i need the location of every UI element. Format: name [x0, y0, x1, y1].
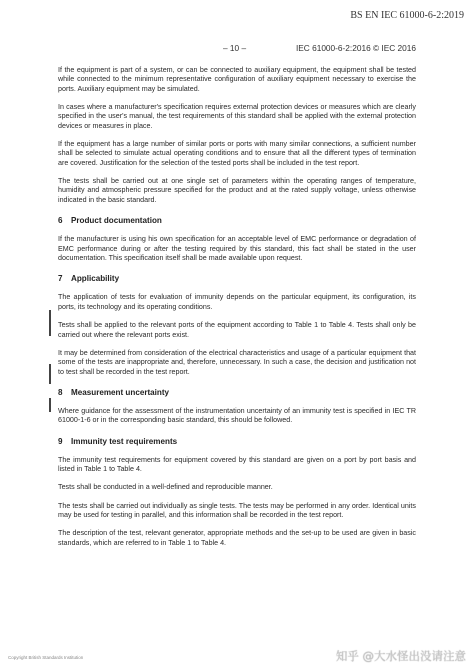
section-heading-8 — [58, 388, 416, 397]
paragraph: It may be determined from consideration of the electrical characteristics and usage of a particular equipment that some of the tests are inappropriate and, therefore, unnecessary. In such a case, the decision and justification not to test shall be recorded in the test report. — [58, 348, 416, 376]
paragraph: If the equipment has a large number of similar ports or ports with many similar connections, a sufficient number shall be selected to simulate actual operating conditions and to ensure that all the different types of termination are covered. Justification for the selection of the tested ports shall be included in the test report. — [58, 140, 416, 167]
paragraph: The description of the test, relevant generator, appropriate methods and the set-up to be used are given in basic standards, which are referred to in Table 1 to Table 4. — [58, 529, 416, 547]
section-number: 9 — [58, 436, 63, 446]
paragraph: The tests shall be carried out at one single set of parameters within the operating ranges of temperature, humidity and atmospheric pressure specified for the product and at the rated supply voltage, unless otherwise indicated in the basic standard. — [58, 177, 416, 204]
section-title: Measurement uncertainty — [71, 387, 170, 397]
document-body — [58, 66, 416, 557]
copyright-footer: Copyright British Standards Institution — [8, 655, 84, 660]
section-heading-7 — [58, 274, 416, 283]
section-heading-9 — [58, 437, 416, 446]
page-number: – 10 – — [223, 43, 247, 53]
section-title: Applicability — [71, 274, 120, 284]
paragraph: Tests shall be applied to the relevant ports of the equipment according to Table 1 to Table 4. Tests shall only be carried out where the relevant ports exist. — [58, 321, 416, 339]
change-bar — [49, 398, 51, 412]
section-title: Immunity test requirements — [71, 436, 178, 446]
paragraph: The tests shall be carried out individually as single tests. The tests may be performed in any order. Identical units may be used for testing in parallel, and this information shall be recorded in the test report. — [58, 501, 416, 519]
section-heading-6 — [58, 216, 416, 225]
section-title: Product documentation — [71, 216, 162, 226]
change-bar — [49, 364, 51, 384]
paragraph: If the manufacturer is using his own specification for an acceptable level of EMC performance or degradation of EMC performance during or after the testing required by this standard, this fact shall be stated in the user documentation. This specification itself shall be made available upon request. — [58, 235, 416, 263]
section-number: 7 — [58, 274, 63, 284]
paragraph: Tests shall be conducted in a well-defined and reproducible manner. — [58, 483, 273, 492]
paragraph: In cases where a manufacturer's specification requires external protection devices or measures which are clearly specified in the user's manual, the test requirements of this standard shall be applied with the external protection devices or measures in place. — [58, 103, 416, 130]
section-number: 6 — [58, 216, 63, 226]
paragraph: The application of tests for evaluation of immunity depends on the particular equipment, its configuration, its ports, its technology and its operating conditions. — [58, 293, 416, 311]
paragraph: If the equipment is part of a system, or can be connected to auxiliary equipment, the equipment shall be tested while connected to the minimum representative configuration of auxiliary equipment necessary to exercise the ports. Auxiliary equipment may be simulated. — [58, 66, 416, 93]
header-reference: IEC 61000-6-2:2016 © IEC 2016 — [295, 43, 416, 53]
change-bar — [49, 310, 51, 336]
paragraph: The immunity test requirements for equipment covered by this standard are given on a port by port basis and listed in Table 1 to Table 4. — [58, 455, 416, 474]
watermark: 知乎 @大水怪出没请注意 — [335, 649, 466, 663]
paragraph: Where guidance for the assessment of the instrumentation uncertainty of an immunity test is specified in IEC TR 61000-1-6 or in the corresponding basic standard, this should be followed. — [58, 406, 416, 425]
standard-identifier: BS EN IEC 61000-6-2:2019 — [350, 10, 464, 21]
section-number: 8 — [58, 387, 63, 397]
